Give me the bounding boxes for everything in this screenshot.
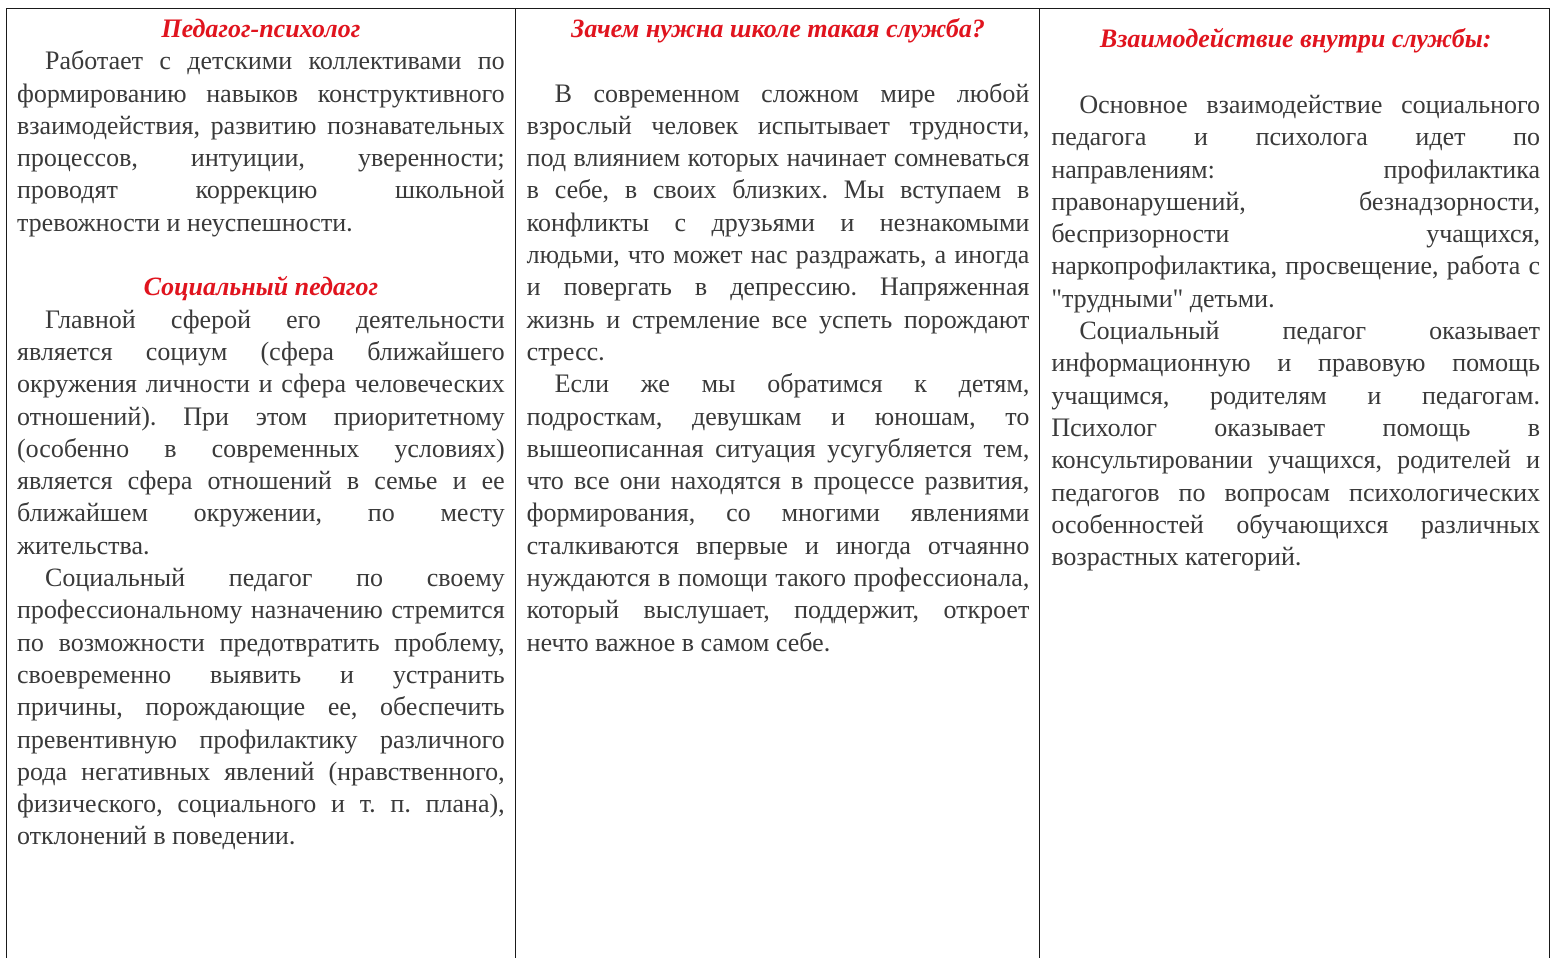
paragraph-pedagog-psychologist: Работает с детскими коллективами по формированию навыков конструктивного взаимодействия, развитию познавательных процессов, интуиции, уверенности; проводят коррекцию школьной тревожности и неуспешности. [17, 46, 505, 237]
paragraph-social-pedagog-2: Социальный педагог по своему профессиональному назначению стремится по возможности предотвратить проблему, своевременно выявить и устранить причины, порождающие ее, обеспечить превентивную профилактику различного рода негативных явлений (нравственного, физического, социального и т. п. плана), отклонений в поведении. [17, 563, 505, 851]
heading-interaction: Взаимодействие внутри службы: [1099, 24, 1492, 53]
column-why-service [516, 9, 1041, 958]
column-interaction [1040, 9, 1550, 958]
paragraph-interaction-1: Основное взаимодействие социального педагога и психолога идет по направлениям: профилактика правонарушений, безнадзорности, беспризорности учащихся, наркопрофилактика, просвещение, работа с "трудными" детьми. [1051, 90, 1540, 313]
paragraph-why-service-1: В современном сложном мире любой взрослый человек испытывает трудности, под влиянием которых начинает сомневаться в себе, в своих близких. Мы вступаем в конфликты с друзьями и незнакомыми людьми, что может нас раздражать, а иногда и повергать в депрессию. Напряженная жизнь и стремление все успеть порождают стресс. [526, 78, 1030, 366]
heading-pedagog-psychologist: Педагог-психолог [161, 14, 361, 43]
paragraph-why-service-2: Если же мы обратимся к детям, подросткам, девушкам и юношам, то вышеописанная ситуация усугубляется тем, что все они находятся в процессе развития, формирования, со многими явлениями сталкиваются впервые и иногда отчаянно нуждаются в помощи такого профессионала, который выслушает, поддержит, откроет нечто важное в самом себе. [526, 369, 1030, 657]
heading-why-service: Зачем нужна школе такая служба? [571, 14, 985, 43]
heading-social-pedagog: Социальный педагог [143, 272, 379, 302]
spacer [17, 239, 505, 271]
spacer [527, 45, 1030, 77]
paragraph-interaction-2: Социальный педагог оказывает информационную и правовую помощь учащимся, родителям и педагогам. Психолог оказывает помощь в консультировании учащихся, родителей и педагогов по вопросам психологических особенностей обучающихся различных возрастных категорий. [1051, 316, 1540, 572]
spacer [1051, 55, 1540, 89]
column-pedagog-psychologist [7, 9, 516, 958]
paragraph-social-pedagog-1: Главной сферой его деятельности является социум (сфера ближайшего окружения личности и сфера человеческих отношений). При этом приоритетному (особенно в современных условиях) является сфера отношений в семье и ее ближайшем окружении, по месту жительства. [17, 304, 505, 560]
document-table [6, 8, 1550, 958]
